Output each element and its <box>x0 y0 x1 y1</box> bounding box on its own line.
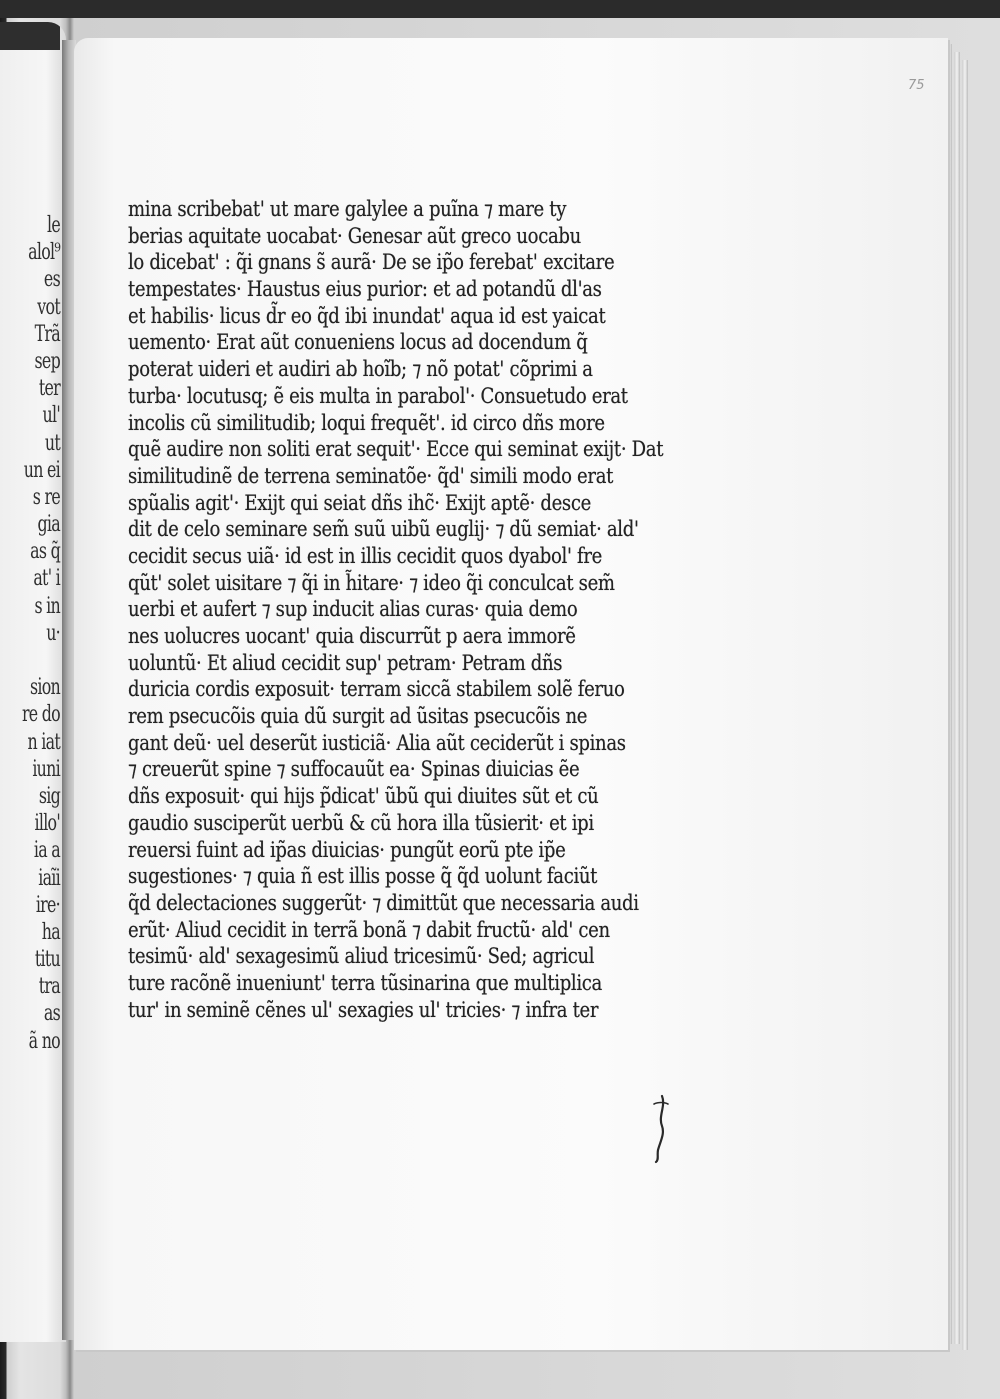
manuscript-line: uerbi et aufert ⁊ sup inducit alias curas· quia demo <box>128 597 578 622</box>
manuscript-line: dñs exposuit· qui hijs p̃dicat' ũbũ qui diuites sũt et cũ <box>128 784 599 809</box>
manuscript-line: gaudio susciperũt uerbũ & cũ hora illa tũsierit· et ipi <box>128 810 594 835</box>
manuscript-line: duricia cordis exposuit· terram siccã stabilem solẽ feruo <box>128 677 625 702</box>
left-margin-fragment: ul' <box>42 403 60 429</box>
manuscript-line: berias aquitate uocabat· Genesar aũt greco uocabu <box>128 223 581 248</box>
manuscript-line: tesimũ· ald' sexagesimũ aliud tricesimũ· Sed; agricul <box>128 944 595 969</box>
left-margin-fragment: ire· <box>35 892 60 918</box>
manuscript-line: rem psecucõis quia dũ surgit ad ũsitas psecucõis ne <box>128 704 588 729</box>
manuscript-line: erũt· Aliud cecidit in terrã bonã ⁊ dabit fructũ· ald' cen <box>128 917 610 942</box>
left-margin-fragment: gia <box>37 512 60 538</box>
manuscript-line: reuersi fuint ad ip̃as diuicias· pungũt eorũ pte ip̃e <box>128 837 566 862</box>
manuscript-line: tempestates· Haustus eius purior: et ad potandũ dl'as <box>128 277 602 302</box>
page-stack-edge <box>954 52 960 1344</box>
manuscript-line: poterat uideri et audiri ab hoĩb; ⁊ nõ potat' cõprimi a <box>128 357 593 382</box>
manuscript-line: ture racõnẽ inueniunt' terra tũsinarina que multiplica <box>128 970 602 995</box>
left-margin-fragment: u· <box>46 620 60 646</box>
left-margin-fragment: ut <box>44 430 60 456</box>
left-margin-fragment: ia a <box>33 838 60 864</box>
manuscript-text-block <box>128 196 808 1023</box>
manuscript-line: quẽ audire non soliti erat sequit'· Ecce qui seminat exijt· Dat <box>128 437 664 462</box>
left-margin-fragment: sion <box>29 675 60 701</box>
left-margin-fragment: sep <box>34 348 60 374</box>
left-margin-fragment: illo' <box>34 811 60 837</box>
left-margin-fragment: es <box>43 267 60 293</box>
manuscript-line: lo dicebat' : q̃i gnans s̃ aurã· De se ip̃o ferebat' excitare <box>128 250 615 275</box>
manuscript-line: q̃d delectaciones suggerũt· ⁊ dimittũt que necessaria audi <box>128 890 639 915</box>
left-margin-fragment: iuni <box>32 756 60 782</box>
manuscript-line: turba· locutusq; ẽ eis multa in parabol'· Consuetudo erat <box>128 383 628 408</box>
manuscript-line: tur' in seminẽ cẽnes ul' sexagies ul' tricies· ⁊ infra ter <box>128 997 599 1022</box>
left-margin-fragment: ter <box>38 376 60 402</box>
ink-flourish-icon <box>640 1092 680 1164</box>
left-margin-fragment: titu <box>34 947 60 973</box>
manuscript-line: cecidit secus uiã· id est in illis cecidit quos dyabol' fre <box>128 543 602 568</box>
manuscript-line: dit de celo seminare sem̃ suũ uibũ euglij· ⁊ dũ semiat· ald' <box>128 517 639 542</box>
left-margin-fragment: tra <box>38 974 60 1000</box>
manuscript-line: gant deũ· uel deserũt iusticiã· Alia aũt ceciderũt i spinas <box>128 730 626 755</box>
manuscript-line: ⁊ creuerũt spine ⁊ suffocauũt ea· Spinas diuicias ẽe <box>128 757 580 782</box>
manuscript-line: spũalis agit'· Exijt qui seiat dñs ihc̃· Exijt aptẽ· desce <box>128 490 591 515</box>
left-margin-fragment: sig <box>38 783 60 809</box>
folio-number: 75 <box>908 78 925 93</box>
manuscript-line: uoluntũ· Et aliud cecidit sup' petram· Petram dñs <box>128 650 563 675</box>
left-margin-fragment: alol⁹ <box>28 240 60 266</box>
left-page <box>0 22 66 1342</box>
left-margin-fragment: vot <box>37 294 60 320</box>
left-margin-fragment: s in <box>34 593 60 619</box>
manuscript-line: et habilis· licus d̃r eo q̃d ibi inundat' aqua id est yaicat <box>128 303 606 328</box>
left-margin-fragment: ã no <box>28 1028 60 1054</box>
manuscript-line: similitudinẽ de terrena seminatõe· q̃d' simili modo erat <box>128 463 614 488</box>
left-margin-fragment: re do <box>21 702 60 728</box>
left-margin-column <box>0 212 60 1055</box>
left-margin-fragment: Trã <box>34 321 60 347</box>
page-stack-edge <box>962 60 968 1350</box>
scan-top-border <box>0 0 1000 18</box>
left-margin-fragment: s re <box>32 484 60 510</box>
manuscript-line: qũt' solet uisitare ⁊ q̃i in h̃itare· ⁊ ideo q̃i conculcat sem̃ <box>128 570 615 595</box>
left-margin-fragment: n iat <box>27 729 60 755</box>
left-margin-fragment: un ei <box>23 457 60 483</box>
left-margin-fragment <box>17 647 60 674</box>
left-margin-fragment: at' i <box>33 566 60 592</box>
manuscript-line: incolis cũ similitudib; loqui frequẽt'. id circo dñs more <box>128 410 605 435</box>
manuscript-line: mina scribebat' ut mare galylee a puĩna ⁊ mare ty <box>128 197 567 221</box>
left-margin-fragment: le <box>46 213 60 238</box>
left-margin-fragment: iaĩi <box>38 865 60 891</box>
left-page-dark-tab <box>0 22 60 50</box>
left-margin-fragment: ha <box>41 919 60 945</box>
manuscript-line: nes uolucres uocant' quia discurrũt p aera immorẽ <box>128 624 576 648</box>
left-margin-fragment: as q̃ <box>30 539 60 565</box>
left-margin-fragment: as <box>43 1001 60 1027</box>
manuscript-line: sugestiones· ⁊ quia ñ est illis posse q̃ q̃d uolunt faciũt <box>128 864 598 889</box>
manuscript-line: uemento· Erat aũt conueniens locus ad docendum q̃ <box>128 330 588 355</box>
